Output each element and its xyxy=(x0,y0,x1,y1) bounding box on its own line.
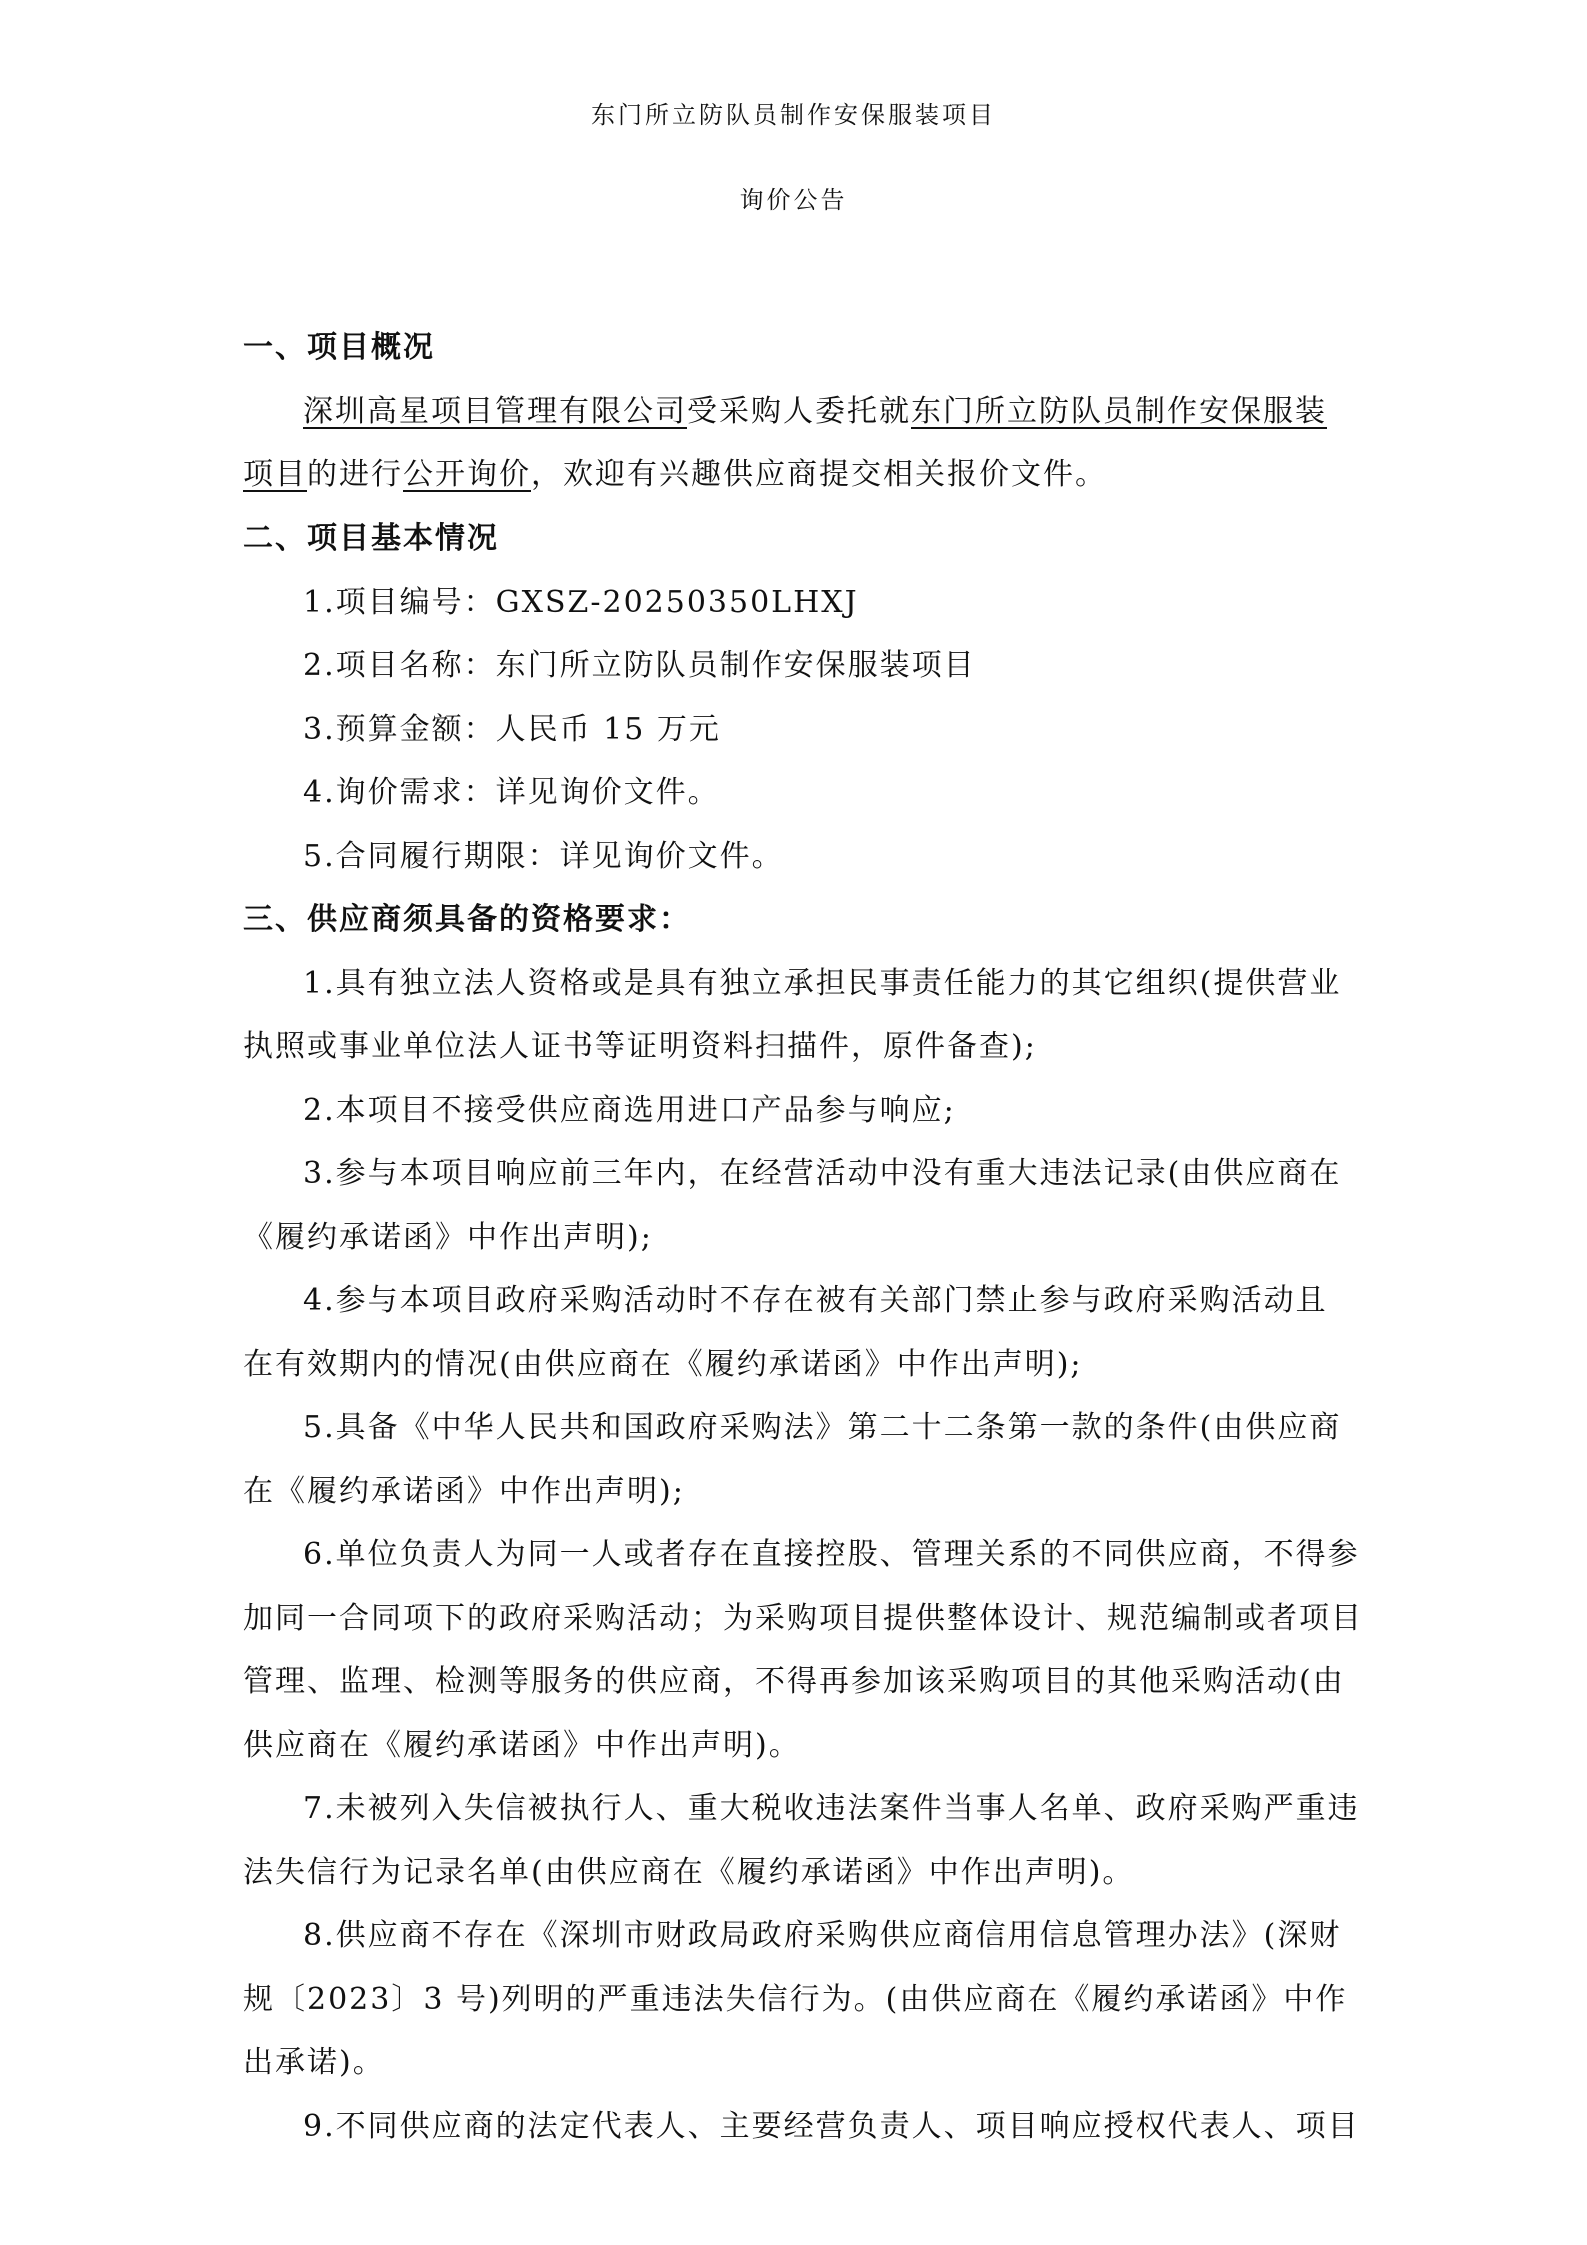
project-name-part2: 项目 xyxy=(243,457,307,492)
qualification-line: 1.具有独立法人资格或是具有独立承担民事责任能力的其它组织(提供营业 xyxy=(303,966,1342,1001)
qualification-line: 4.参与本项目政府采购活动时不存在被有关部门禁止参与政府采购活动且 xyxy=(303,1283,1328,1318)
contract-period: 5.合同履行期限：详见询价文件。 xyxy=(303,839,784,874)
qualification-line: 8.供应商不存在《深圳市财政局政府采购供应商信用信息管理办法》(深财 xyxy=(303,1918,1342,1953)
qualification-line: 3.参与本项目响应前三年内，在经营活动中没有重大违法记录(由供应商在 xyxy=(303,1156,1342,1191)
document-title-line2: 询价公告 xyxy=(739,186,848,214)
qualification-line: 供应商在《履约承诺函》中作出声明)。 xyxy=(243,1728,801,1763)
qualification-line: 2.本项目不接受供应商选用进口产品参与响应; xyxy=(303,1093,956,1128)
section1-paragraph-line2 xyxy=(243,449,1107,493)
qualification-line: 在有效期内的情况(由供应商在《履约承诺函》中作出声明); xyxy=(243,1347,1083,1382)
qualification-line: 6.单位负责人为同一人或者存在直接控股、管理关系的不同供应商，不得参 xyxy=(303,1537,1360,1572)
qualification-line: 加同一合同项下的政府采购活动；为采购项目提供整体设计、规范编制或者项目 xyxy=(243,1601,1363,1636)
qualification-line: 5.具备《中华人民共和国政府采购法》第二十二条第一款的条件(由供应商 xyxy=(303,1410,1342,1445)
section3-heading: 三、供应商须具备的资格要求： xyxy=(243,902,691,937)
document-title-line1: 东门所立防队员制作安保服装项目 xyxy=(591,101,996,129)
qualification-line: 出承诺)。 xyxy=(243,2045,385,2080)
qualification-line: 9.不同供应商的法定代表人、主要经营负责人、项目响应授权代表人、项目 xyxy=(303,2109,1360,2144)
project-number: 1.项目编号：GXSZ-20250350LHXJ xyxy=(303,585,859,620)
budget-amount: 3.预算金额：人民币 15 万元 xyxy=(303,712,721,747)
section1-text-a: 受采购人委托就 xyxy=(687,394,911,429)
qualification-line: 法失信行为记录名单(由供应商在《履约承诺函》中作出声明)。 xyxy=(243,1855,1135,1890)
project-name: 2.项目名称：东门所立防队员制作安保服装项目 xyxy=(303,648,976,683)
section1-heading: 一、项目概况 xyxy=(243,330,435,365)
section1-paragraph-line1 xyxy=(303,386,1327,430)
qualification-line: 执照或事业单位法人证书等证明资料扫描件，原件备查); xyxy=(243,1029,1037,1064)
qualification-line: 管理、监理、检测等服务的供应商，不得再参加该采购项目的其他采购活动(由 xyxy=(243,1664,1345,1699)
project-name-part1: 东门所立防队员制作安保服装 xyxy=(911,394,1327,429)
inquiry-requirements: 4.询价需求：详见询价文件。 xyxy=(303,775,720,810)
qualification-line: 规〔2023〕3 号)列明的严重违法失信行为。(由供应商在《履约承诺函》中作 xyxy=(243,1982,1348,2017)
qualification-line: 在《履约承诺函》中作出声明); xyxy=(243,1474,685,1509)
agency-name: 深圳高星项目管理有限公司 xyxy=(303,394,687,429)
section1-text-b: 的进行 xyxy=(307,457,403,492)
qualification-line: 7.未被列入失信被执行人、重大税收违法案件当事人名单、政府采购严重违 xyxy=(303,1791,1360,1826)
section1-text-c: ，欢迎有兴趣供应商提交相关报价文件。 xyxy=(531,457,1107,492)
qualification-line: 《履约承诺函》中作出声明); xyxy=(243,1220,653,1255)
procurement-method: 公开询价 xyxy=(403,457,531,492)
section2-heading: 二、项目基本情况 xyxy=(243,521,499,556)
